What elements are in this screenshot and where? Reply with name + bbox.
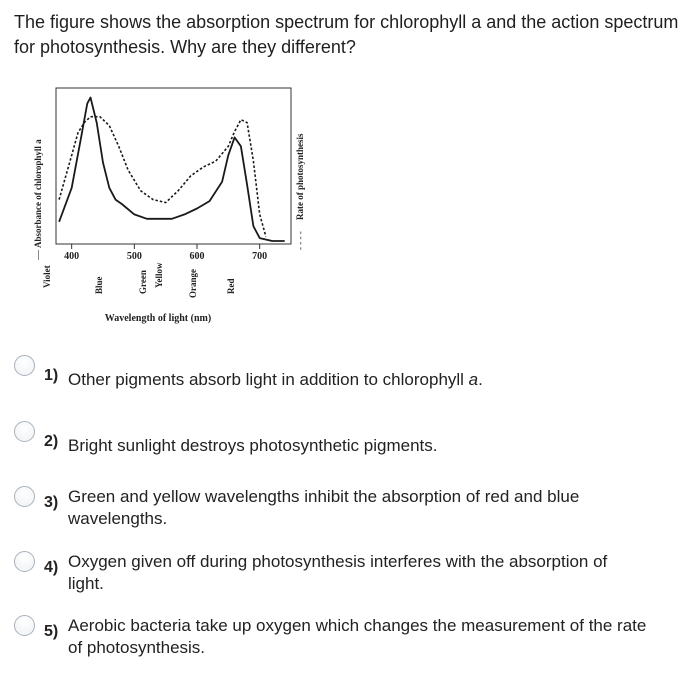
spectrum-figure bbox=[28, 80, 318, 330]
option-text-main: Other pigments absorb light in addition to chlorophyll bbox=[68, 370, 469, 389]
y-axis-label-right: Rate of photosynthesis bbox=[295, 133, 305, 220]
x-tick-label: 700 bbox=[252, 251, 268, 262]
option-text bbox=[68, 615, 688, 659]
option-text-line-1: Green and yellow wavelengths inhibit the absorption of red and blue bbox=[68, 487, 580, 506]
radio-button-5[interactable] bbox=[14, 615, 35, 636]
option-number: 1) bbox=[44, 367, 59, 384]
plot-frame bbox=[56, 88, 291, 244]
question-line-1: The figure shows the absorption spectrum for chlorophyll a and the action spectrum bbox=[14, 12, 679, 32]
option-text-line-2: of photosynthesis. bbox=[68, 638, 206, 657]
x-axis-label: Wavelength of light (nm) bbox=[104, 313, 212, 324]
color-band-label-blue: Blue bbox=[94, 276, 104, 294]
option-4[interactable] bbox=[14, 549, 694, 599]
color-band-label-yellow: Yellow bbox=[154, 262, 164, 288]
option-text-line-1: Oxygen given off during photosynthesis interferes with the absorption of bbox=[68, 552, 608, 571]
option-text-italic: a bbox=[468, 370, 479, 389]
color-band-label-violet: Violet bbox=[42, 265, 52, 288]
y-axis-label-left: Absorbance of chlorophyll a bbox=[33, 139, 43, 248]
radio-button-4[interactable] bbox=[14, 551, 35, 572]
option-number: 2) bbox=[44, 433, 59, 450]
option-text-line-2: wavelengths. bbox=[68, 509, 168, 528]
option-number: 3) bbox=[44, 494, 59, 511]
color-band-label-red: Red bbox=[226, 278, 236, 294]
option-number: 5) bbox=[44, 623, 59, 640]
x-tick-label: 600 bbox=[189, 251, 205, 262]
option-1[interactable] bbox=[14, 353, 694, 403]
option-number: 4) bbox=[44, 559, 59, 576]
x-tick-label: 500 bbox=[126, 251, 142, 262]
series-line-1 bbox=[59, 98, 285, 242]
question-text bbox=[14, 10, 694, 60]
option-text bbox=[68, 551, 688, 595]
option-text bbox=[68, 369, 688, 391]
color-band-label-green: Green bbox=[138, 270, 148, 294]
option-text-line-1: Aerobic bacteria take up oxygen which changes the measurement of the rate bbox=[68, 616, 647, 635]
option-text-end: . bbox=[478, 370, 483, 389]
option-text bbox=[68, 486, 688, 530]
option-text-line-2: light. bbox=[68, 574, 104, 593]
option-5[interactable] bbox=[14, 613, 694, 663]
radio-button-2[interactable] bbox=[14, 421, 35, 442]
radio-button-3[interactable] bbox=[14, 486, 35, 507]
question-line-2: for photosynthesis. Why are they different? bbox=[14, 37, 356, 57]
color-band-label-orange: Orange bbox=[188, 269, 198, 298]
option-2[interactable] bbox=[14, 419, 694, 469]
x-tick-label: 400 bbox=[64, 251, 80, 262]
option-text: Bright sunlight destroys photosynthetic pigments. bbox=[68, 436, 438, 455]
radio-button-1[interactable] bbox=[14, 355, 35, 376]
y-axis-legend-solid-mark: — bbox=[33, 250, 44, 260]
option-3[interactable] bbox=[14, 484, 694, 534]
spectrum-chart bbox=[28, 80, 318, 330]
y-axis-legend-dashed-mark: - - - - bbox=[295, 231, 305, 250]
